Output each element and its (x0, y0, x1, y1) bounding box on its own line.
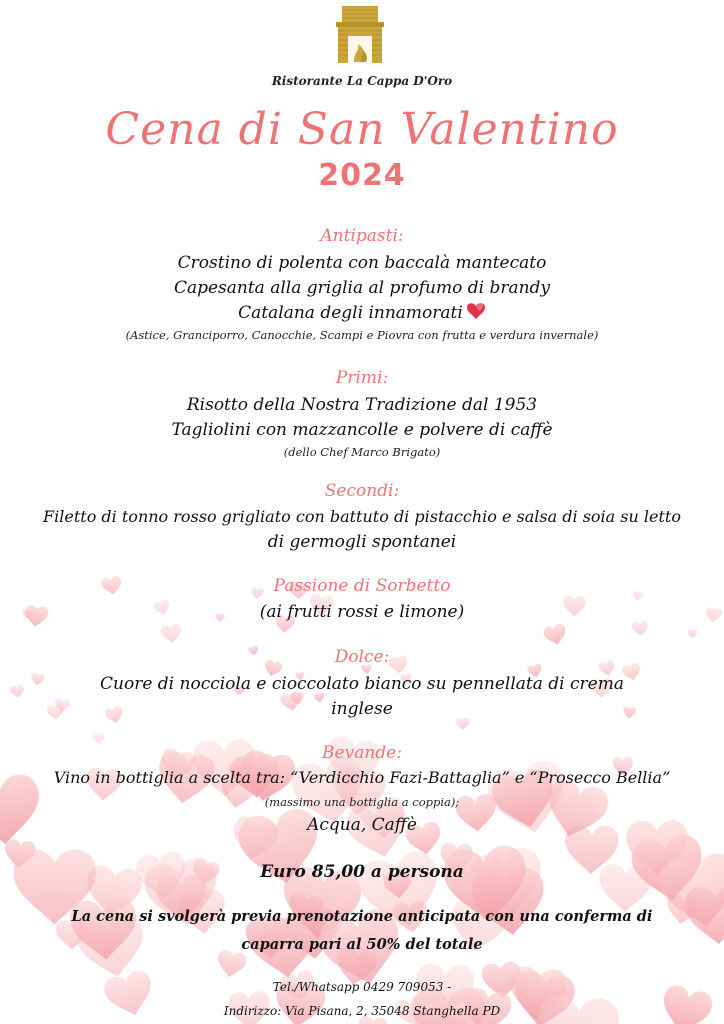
antipasti-title: Antipasti: (320, 226, 404, 246)
background-heart (215, 949, 248, 980)
secondi-item: Filetto di tonno rosso grigliato con battuto di pistacchio e salsa di soia su letto (43, 507, 681, 526)
antipasti-item: Capesanta alla griglia al profumo di brandy (173, 278, 551, 298)
primi-title: Primi: (335, 368, 389, 388)
bevande-note: (massimo una bottiglia a coppia); (264, 795, 460, 809)
bevande-title: Bevande: (322, 743, 402, 763)
primi-item: Risotto della Nostra Tradizione dal 1953 (186, 395, 538, 415)
background-heart (631, 620, 649, 637)
primi-note: (dello Chef Marco Brigato) (283, 445, 441, 459)
heart-icon (466, 302, 486, 320)
contact-address: Indirizzo: Via Pisana, 2, 35048 Stanghella PD (223, 1004, 501, 1018)
primi-item: Tagliolini con mazzancolle e polvere di caffè (171, 420, 553, 440)
booking-info: La cena si svolgerà previa prenotazione anticipata con una conferma di (71, 908, 653, 925)
antipasti-note: (Astice, Granciporro, Canocchie, Scampi e Piovra con frutta e verdura invernale) (125, 328, 599, 342)
year: 2024 (318, 158, 406, 193)
dolce-title: Dolce: (334, 647, 390, 667)
page-title: Cena di San Valentino (105, 104, 619, 155)
antipasti-item-with-heart (0, 302, 724, 323)
fireplace-icon (334, 4, 386, 66)
booking-info: caparra pari al 50% del totale (241, 936, 483, 953)
dolce-item: inglese (331, 699, 393, 719)
background-heart (456, 718, 470, 731)
sorbetto-title: Passione di Sorbetto (273, 576, 451, 596)
secondi-item: di germogli spontanei (267, 532, 457, 552)
price: Euro 85,00 a persona (260, 862, 464, 882)
antipasti-item: Crostino di polenta con baccalà mantecato (177, 253, 547, 273)
background-heart (542, 623, 568, 648)
background-heart (688, 629, 698, 638)
dolce-item: Cuore di nocciola e cioccolato bianco su pennellata di crema (100, 674, 624, 694)
bevande-item: Vino in bottiglia a scelta tra: “Verdicchio Fazi-Battaglia” e “Prosecco Bellia” (53, 768, 671, 787)
background-heart (160, 623, 182, 644)
restaurant-name: Ristorante La Cappa D'Oro (271, 74, 453, 88)
sorbetto-item: (ai frutti rossi e limone) (259, 602, 465, 622)
contact-phone: Tel./Whatsapp 0429 709053 - (272, 980, 452, 994)
bevande-item: Acqua, Caffè (307, 815, 417, 835)
antipasti-item: Catalana degli innamorati (238, 303, 463, 323)
secondi-title: Secondi: (324, 481, 400, 501)
